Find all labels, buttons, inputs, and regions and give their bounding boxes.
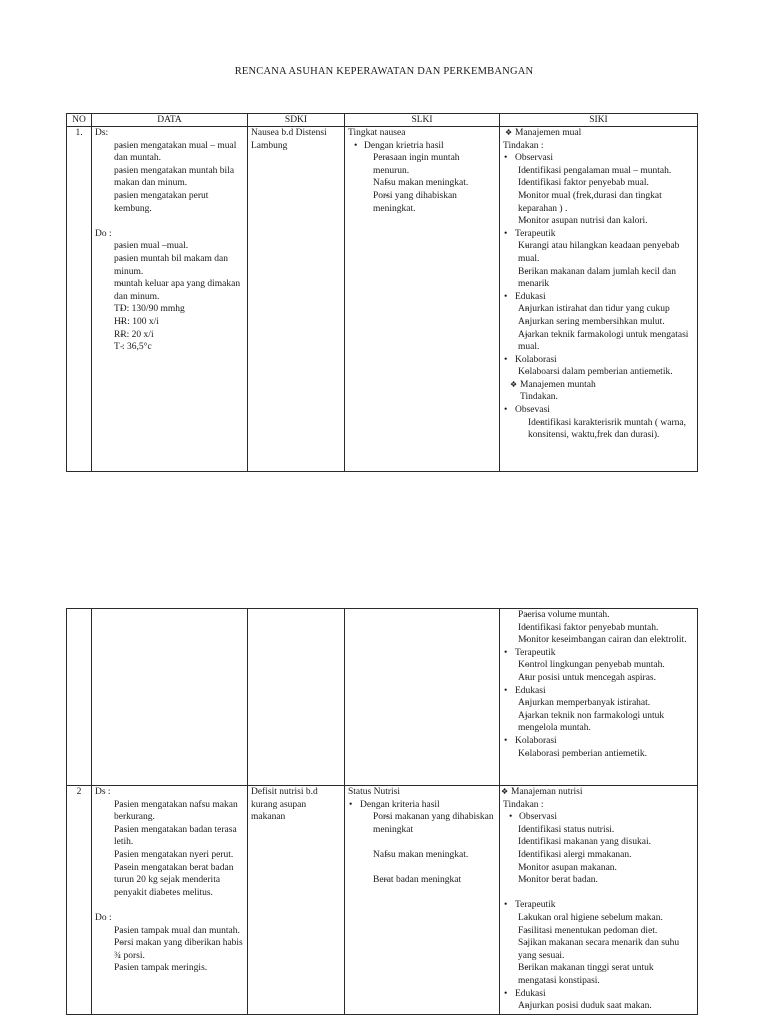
document-title: RENCANA ASUHAN KEPERAWATAN DAN PERKEMBANGAN xyxy=(234,66,534,77)
siki-item: - Identifikasi status nutrisi. xyxy=(518,824,694,837)
siki-item: - Monitor berat badan. xyxy=(518,874,694,887)
header-sdki: SDKI xyxy=(248,114,345,127)
siki-heading-manajemen-muntah: ❖ Manajemen muntah xyxy=(508,379,694,392)
slki-criteria-label: • Dengan kriteria hasil xyxy=(348,799,496,812)
siki-cell xyxy=(500,786,698,1015)
siki-observasi: • Observasi xyxy=(503,152,694,165)
slki-title: Tingkat nausea xyxy=(348,128,406,138)
siki-terapeutik: • Terapeutik xyxy=(503,647,694,660)
do-item: - HR: 100 x/i xyxy=(114,316,244,329)
siki-item: - Monitor asupan makanan. xyxy=(518,862,694,875)
siki-item: - Anjurkan memperbanyak istirahat. xyxy=(518,697,694,710)
siki-item: - Identifikasi pengalaman mual – muntah. xyxy=(518,165,694,178)
table-row xyxy=(67,609,698,786)
header-siki: SIKI xyxy=(500,114,698,127)
siki-edukasi: • Edukasi xyxy=(503,685,694,698)
siki-item: - Kontrol lingkungan penyebab muntah. xyxy=(518,659,694,672)
siki-obsevasi: • Obsevasi xyxy=(503,404,694,417)
siki-item: - Identifikasi karakterisrik muntah ( warna, konsitensi, waktu,frek dan durasi). xyxy=(528,417,694,442)
sdki-cell: Defisit nutrisi b.d kurang asupan makanan xyxy=(248,786,345,1015)
do-label: Do : xyxy=(95,912,112,923)
siki-tindakan: Tindakan : xyxy=(503,140,544,151)
siki-item: - Berikan makanan dalam jumlah kecil dan menarik xyxy=(518,266,694,291)
do-item: - RR: 20 x/i xyxy=(114,329,244,342)
siki-item: - Identifikasi faktor penyebab mual. xyxy=(518,177,694,190)
do-item: - T : 36,5°c xyxy=(114,341,244,354)
sdki-cell xyxy=(248,609,345,786)
siki-item: - Identifikasi alergi mmakanan. xyxy=(518,849,694,862)
data-cell xyxy=(92,127,248,472)
siki-item: - Monitor mual (frek,durasi dan tingkat keparahan ) . xyxy=(518,190,694,215)
siki-item: - Identifikasi faktor penyebab muntah. xyxy=(518,622,694,635)
siki-observasi: • Observasi xyxy=(503,811,694,824)
siki-heading-manajemen-nutrisi: ❖ Manajeman nutrisi xyxy=(499,786,694,799)
care-plan-table-continued xyxy=(66,608,698,1015)
do-item: - pasien mual –mual. xyxy=(114,240,244,253)
header-data: DATA xyxy=(92,114,248,127)
siki-item: - Monitor asupan nutrisi dan kalori. xyxy=(518,215,694,228)
siki-item: - Anjurkan istirahat dan tidur yang cukup xyxy=(518,303,694,316)
siki-terapeutik: • Terapeutik xyxy=(503,899,694,912)
ds-item: - pasien mengatakan mual – mual dan muntah. xyxy=(114,140,244,165)
ds-item: - Pasein mengatakan berat badan turun 20 kg sejak menderita penyakit diabetes melitus. xyxy=(114,862,244,900)
care-plan-table xyxy=(66,113,698,472)
slki-criteria-label: • Dengan krietria hasil xyxy=(348,140,496,153)
sdki-cell: Nausea b.d Distensi Lambung xyxy=(248,127,345,472)
row-number xyxy=(67,609,92,786)
do-label: Do : xyxy=(95,228,112,239)
siki-item: - Kolaboarsi dalam pemberian antiemetik. xyxy=(518,366,694,379)
data-cell xyxy=(92,786,248,1015)
siki-item: - Ajarkan teknik farmakologi untuk mengatasi mual. xyxy=(518,329,694,354)
do-item: - Pasien tampak meringis. xyxy=(114,962,244,975)
siki-item: - Anjurkan sering membersihkan mulut. xyxy=(518,316,694,329)
siki-item: - Anjurkan posisi duduk saat makan. xyxy=(518,1000,694,1013)
data-cell xyxy=(92,609,248,786)
siki-item: - Berikan makanan tinggi serat untuk mengatasi konstipasi. xyxy=(518,962,694,987)
header-slki: SLKI xyxy=(345,114,500,127)
ds-item: - pasien mengatakan muntah bila makan dan minum. xyxy=(114,165,244,190)
slki-item: - Nafsu makan meningkat. xyxy=(373,849,496,862)
siki-tindakan: Tindakan. xyxy=(520,392,558,403)
ds-label: Ds : xyxy=(95,787,111,797)
ds-item: - Pasien mengatakan nafsu makan berkurang. xyxy=(114,799,244,824)
siki-item: - Fasilitasi menentukan pedoman diet. xyxy=(518,925,694,938)
siki-item: - Kurangi atau hilangkan keadaan penyebab mual. xyxy=(518,240,694,265)
slki-item: - Nafsu makan meningkat. xyxy=(373,177,496,190)
siki-item: - Paerisa volume muntah. xyxy=(518,609,694,622)
slki-title: Status Nutrisi xyxy=(348,787,400,797)
siki-item: - Monitor keseimbangan cairan dan elektrolit. xyxy=(518,634,694,647)
slki-cell xyxy=(345,609,500,786)
siki-item: - Kolaborasi pemberian antiemetik. xyxy=(518,748,694,761)
ds-item: - pasien mengatakan perut kembung. xyxy=(114,190,244,215)
row-number: 2 xyxy=(67,786,92,1015)
ds-item: - Pasien mengatakan nyeri perut. xyxy=(114,849,244,862)
siki-edukasi: • Edukasi xyxy=(503,291,694,304)
slki-item: - Berat badan meningkat xyxy=(373,874,496,887)
slki-item: - Porsi yang dihabiskan meningkat. xyxy=(373,190,496,215)
slki-item: - Porsi makanan yang dihabiskan meningkat xyxy=(373,811,496,836)
siki-terapeutik: • Terapeutik xyxy=(503,228,694,241)
table-row xyxy=(67,786,698,1015)
ds-item: - Pasien mengatakan badan terasa letih. xyxy=(114,824,244,849)
do-item: - TD: 130/90 mmhg xyxy=(114,303,244,316)
do-item: - Porsi makan yang diberikan habis ¾ porsi. xyxy=(114,937,244,962)
ds-label: Ds: xyxy=(95,128,109,138)
slki-cell xyxy=(345,127,500,472)
siki-item: - Lakukan oral higiene sebelum makan. xyxy=(518,912,694,925)
siki-edukasi: • Edukasi xyxy=(503,988,694,1001)
header-no: NO xyxy=(67,114,92,127)
siki-cell xyxy=(500,127,698,472)
siki-item: - Identifikasi makanan yang disukai. xyxy=(518,836,694,849)
siki-item: - Atur posisi untuk mencegah aspiras. xyxy=(518,672,694,685)
slki-cell xyxy=(345,786,500,1015)
row-number: 1. xyxy=(67,127,92,472)
siki-item: - Ajarkan teknik non farmakologi untuk mengelola muntah. xyxy=(518,710,694,735)
siki-cell xyxy=(500,609,698,786)
table-row xyxy=(67,127,698,472)
do-item: - pasien muntah bil makam dan minum. xyxy=(114,253,244,278)
table-header-row xyxy=(67,114,698,127)
siki-kolaborasi: • Kolaborasi xyxy=(503,735,694,748)
siki-tindakan: Tindakan : xyxy=(503,799,544,810)
slki-item: - Perasaan ingin muntah menurun. xyxy=(373,152,496,177)
siki-heading-manajemen-mual: ❖ Manajemen mual xyxy=(503,127,694,140)
siki-kolaborasi: • Kolaborasi xyxy=(503,354,694,367)
siki-item: - Sajikan makanan secara menarik dan suhu yang sesuai. xyxy=(518,937,694,962)
do-item: - Pasien tampak mual dan muntah. xyxy=(114,925,244,938)
do-item: - muntah keluar apa yang dimakan dan minum. xyxy=(114,278,244,303)
